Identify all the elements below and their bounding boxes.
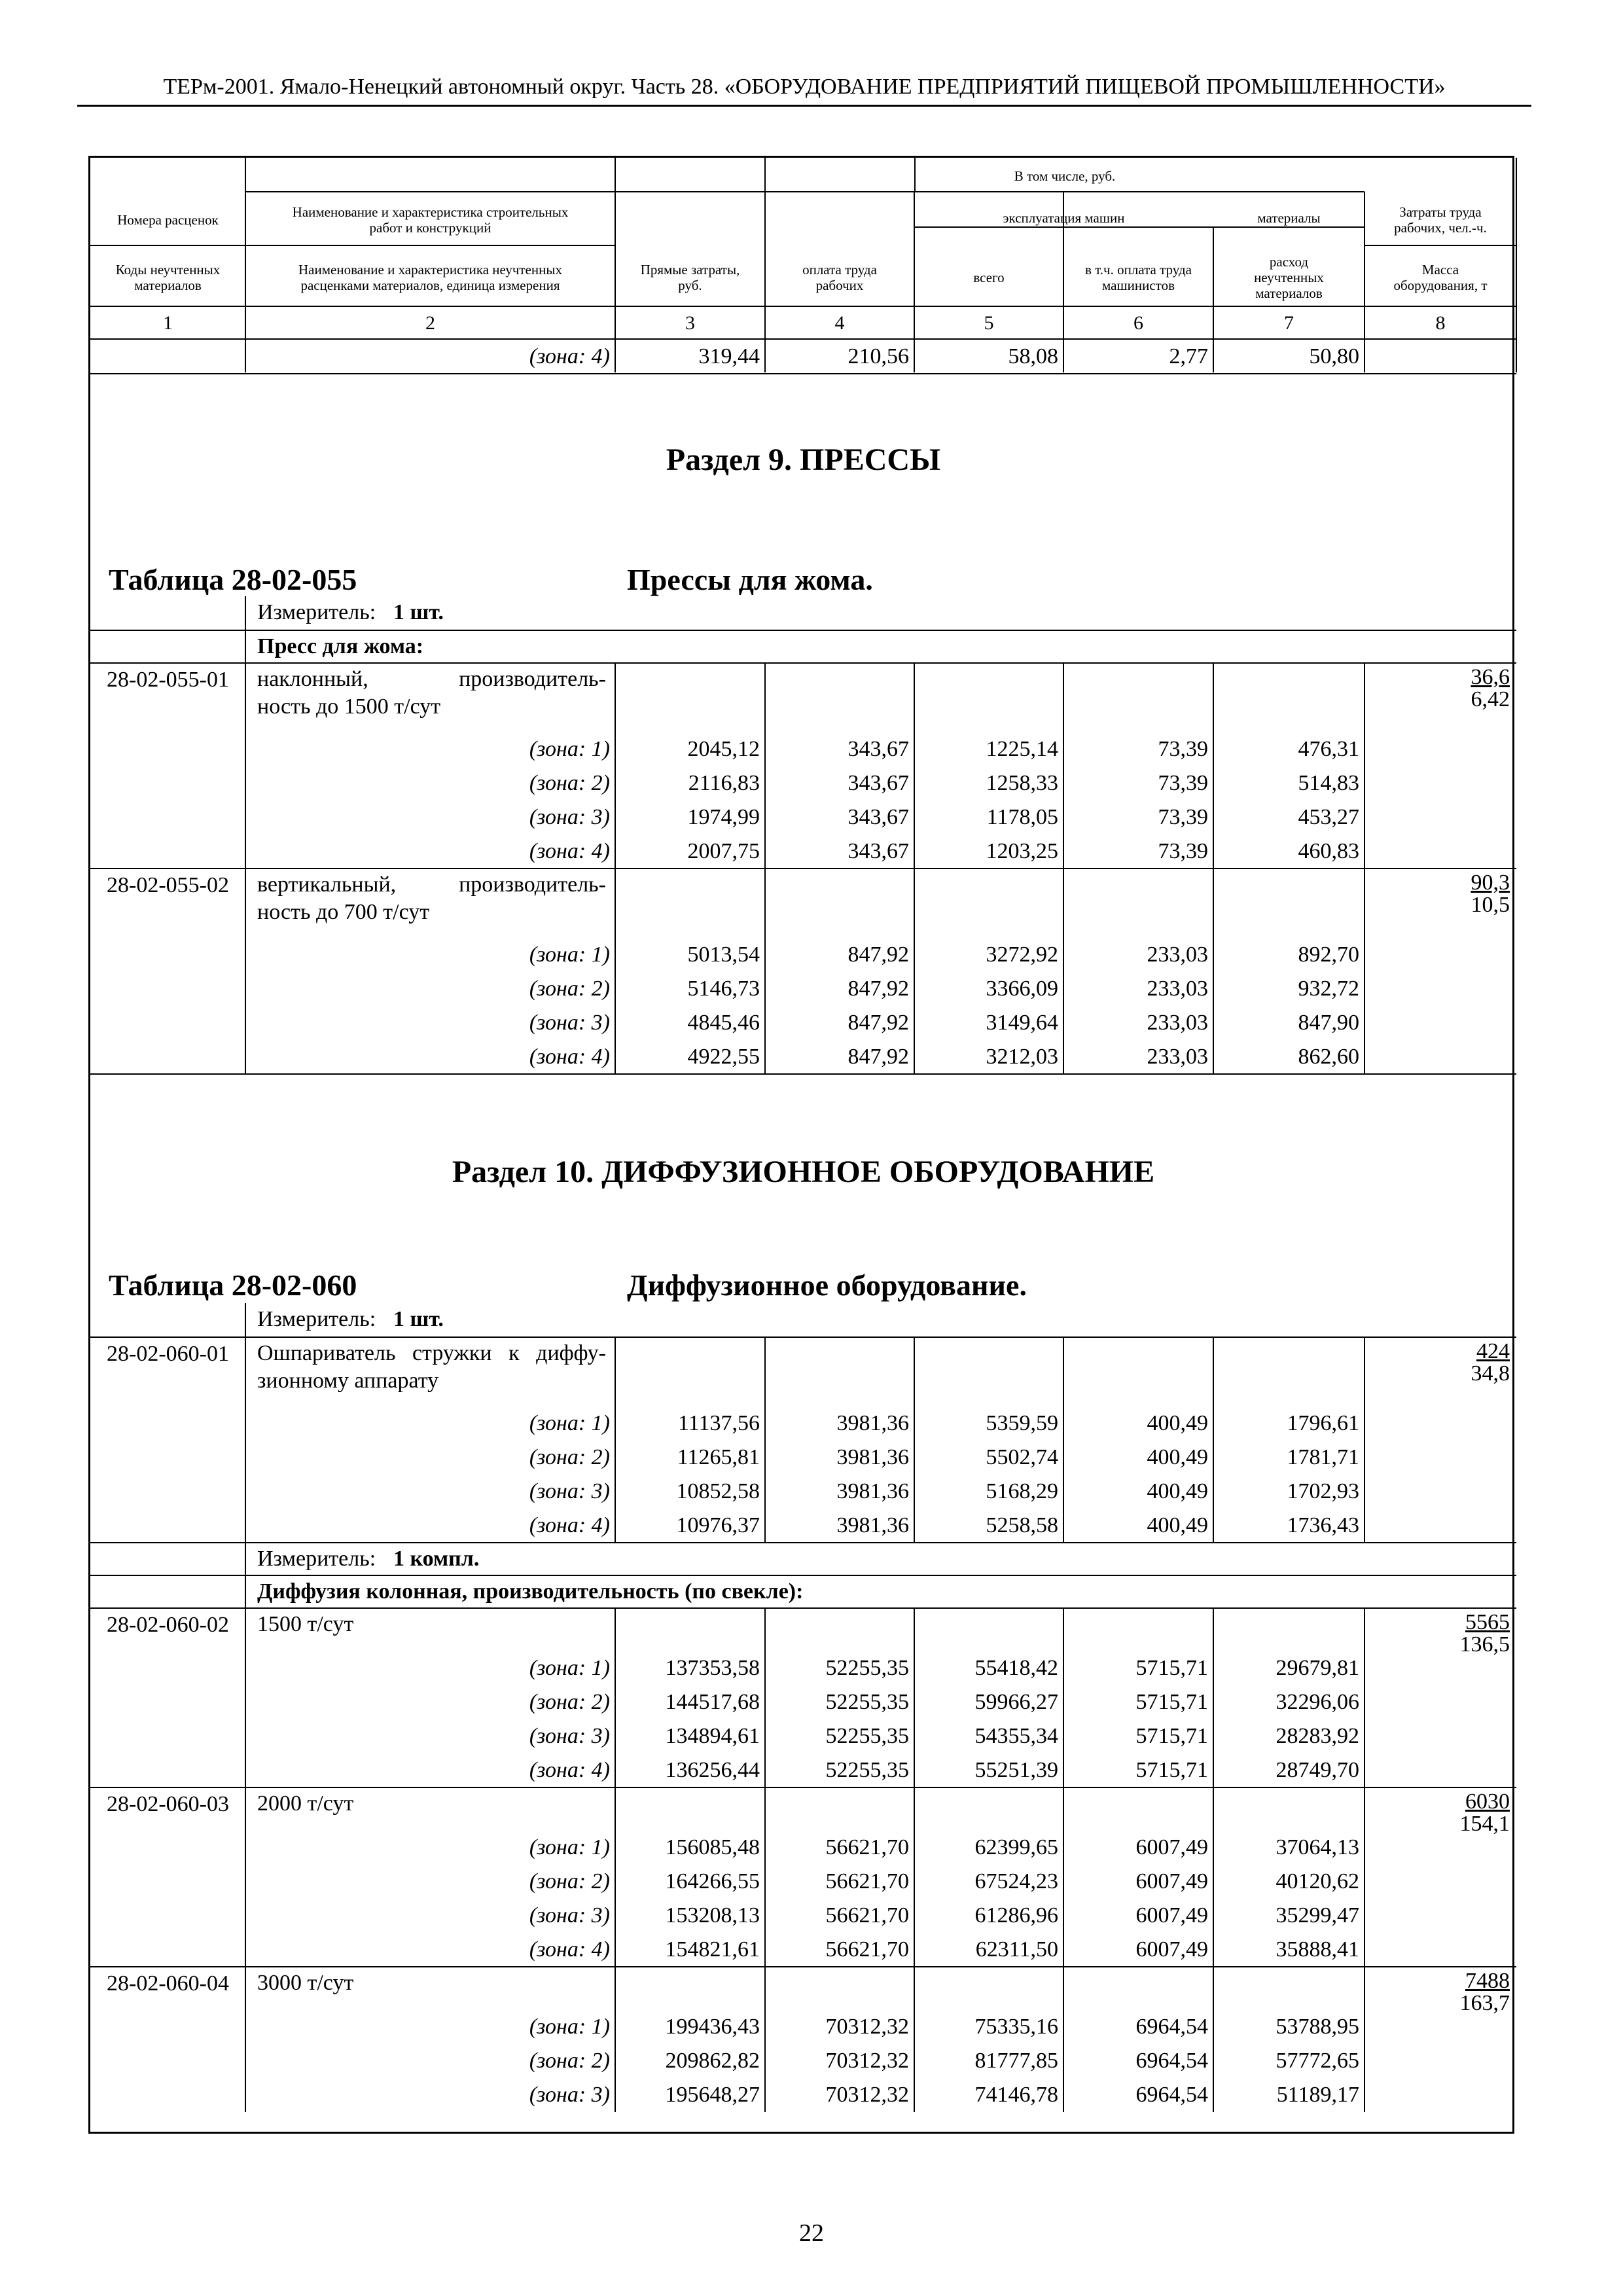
header-labor-costs: рабочих, чел.-ч. bbox=[1394, 220, 1487, 236]
value-cell: 5502,74 bbox=[986, 1445, 1058, 1469]
value-cell: 11265,81 bbox=[677, 1445, 760, 1469]
rule-horizontal bbox=[90, 306, 1516, 307]
rule-vertical bbox=[1364, 1608, 1365, 1787]
value-cell: 73,39 bbox=[1158, 805, 1208, 829]
rule-horizontal bbox=[245, 191, 1364, 192]
zone-label: (зона: 3) bbox=[529, 1724, 610, 1748]
value-cell: 862,60 bbox=[1298, 1045, 1359, 1069]
rates-table bbox=[88, 156, 1514, 2134]
price-code: 28-02-060-04 bbox=[107, 1971, 229, 1996]
header-labor-pay: рабочих bbox=[815, 278, 864, 293]
price-code: 28-02-060-01 bbox=[107, 1342, 229, 1366]
value-cell: 62311,50 bbox=[975, 1937, 1058, 1962]
equipment-mass: 34,8 bbox=[1471, 1361, 1510, 1386]
value-cell: 61286,96 bbox=[974, 1903, 1058, 1928]
value-cell: 4922,55 bbox=[687, 1045, 760, 1069]
rule-vertical bbox=[1364, 869, 1365, 1074]
value-cell: 56621,70 bbox=[825, 1903, 909, 1928]
value-cell: 5715,71 bbox=[1135, 1724, 1208, 1748]
value-cell: 233,03 bbox=[1147, 977, 1208, 1001]
zone-label: (зона: 4) bbox=[529, 1937, 610, 1962]
header-labor-costs: Затраты труда bbox=[1399, 204, 1482, 220]
item-name: 1500 т/сут bbox=[257, 1612, 354, 1636]
value-cell: 144517,68 bbox=[665, 1690, 760, 1714]
value-cell: 74146,78 bbox=[974, 2083, 1058, 2107]
value-cell: 164266,55 bbox=[665, 1869, 760, 1893]
value-cell: 343,67 bbox=[847, 771, 909, 795]
item-name: 3000 т/сут bbox=[257, 1971, 354, 1995]
value-cell: 195648,27 bbox=[665, 2083, 760, 2107]
value-cell: 57772,65 bbox=[1275, 2049, 1359, 2073]
value-cell: 233,03 bbox=[1147, 1045, 1208, 1069]
header-equipment-mass: Масса bbox=[1421, 262, 1459, 278]
unit-of-measure: Измеритель: bbox=[257, 600, 376, 624]
rule-vertical bbox=[1063, 1337, 1064, 1543]
value-cell: 3981,36 bbox=[836, 1513, 909, 1537]
item-name: Ошпариватель стружки к диффу- bbox=[257, 1341, 606, 1365]
value-cell: 2045,12 bbox=[687, 737, 760, 761]
value-cell: 28283,92 bbox=[1275, 1724, 1359, 1748]
value-cell: 52255,35 bbox=[825, 1656, 909, 1680]
equipment-mass: 136,5 bbox=[1459, 1632, 1510, 1657]
header-price-codes: Номера расценок bbox=[117, 212, 219, 228]
rule-vertical bbox=[245, 1787, 246, 1967]
rule-vertical bbox=[245, 663, 246, 869]
zone-label: (зона: 3) bbox=[529, 1011, 610, 1035]
unit-value: 1 шт. bbox=[393, 600, 444, 624]
zone-label: (зона: 1) bbox=[529, 1411, 610, 1435]
value-cell: 136256,44 bbox=[665, 1758, 760, 1782]
equipment-mass: 10,5 bbox=[1471, 893, 1510, 917]
item-name: зионному аппарату bbox=[257, 1369, 439, 1393]
value-cell: 5359,59 bbox=[986, 1411, 1058, 1435]
rule-horizontal bbox=[90, 868, 1516, 869]
rule-horizontal bbox=[90, 373, 1516, 374]
value-cell: 10852,58 bbox=[676, 1479, 760, 1503]
value-cell: 11137,56 bbox=[678, 1411, 760, 1435]
value-cell: 847,90 bbox=[1298, 1011, 1359, 1035]
header-work-names: работ и конструкций bbox=[369, 220, 491, 236]
value-cell: 343,67 bbox=[847, 805, 909, 829]
value-cell: 153208,13 bbox=[665, 1903, 760, 1928]
labor-cost: 5565 bbox=[1465, 1610, 1510, 1634]
value-cell: 134894,61 bbox=[665, 1724, 760, 1748]
rule-horizontal bbox=[90, 1073, 1516, 1075]
labor-cost: 7488 bbox=[1465, 1969, 1510, 1993]
value-cell: 400,49 bbox=[1147, 1479, 1208, 1503]
value-cell: 5715,71 bbox=[1135, 1656, 1208, 1680]
header-unaccounted-materials: неучтенных bbox=[1254, 270, 1324, 285]
rule-vertical bbox=[615, 1608, 616, 1787]
rule-vertical bbox=[245, 1303, 246, 1337]
value-cell: 54355,34 bbox=[974, 1724, 1058, 1748]
zone-label: (зона: 2) bbox=[529, 1690, 610, 1714]
value-cell: 3149,64 bbox=[986, 1011, 1058, 1035]
header-labor-pay: оплата труда bbox=[802, 262, 877, 278]
header-equipment-mass: оборудования, т bbox=[1393, 278, 1488, 293]
value-cell: 32296,06 bbox=[1275, 1690, 1359, 1714]
table-title: Диффузионное оборудование. bbox=[627, 1268, 1027, 1302]
value-cell: 514,83 bbox=[1298, 771, 1359, 795]
rule-vertical bbox=[245, 1337, 246, 1543]
value-cell: 1796,61 bbox=[1287, 1411, 1359, 1435]
value-cell: 56621,70 bbox=[825, 1835, 909, 1859]
column-number: 6 bbox=[1133, 312, 1143, 334]
header-machinist-pay: в т.ч. оплата труда bbox=[1085, 262, 1192, 278]
header-material-names: расценками материалов, единица измерения bbox=[300, 278, 560, 293]
price-code: 28-02-055-02 bbox=[107, 873, 229, 897]
value-cell: 5168,29 bbox=[986, 1479, 1058, 1503]
value-cell: 1781,71 bbox=[1287, 1445, 1359, 1469]
value-cell: 35299,47 bbox=[1275, 1903, 1359, 1928]
value-cell: 58,08 bbox=[1008, 344, 1058, 368]
unit-value: 1 шт. bbox=[393, 1307, 444, 1331]
rule-horizontal bbox=[90, 1966, 1516, 1967]
header-machines-total: всего bbox=[973, 270, 1005, 285]
value-cell: 35888,41 bbox=[1275, 1937, 1359, 1962]
value-cell: 2007,75 bbox=[687, 839, 760, 863]
item-name: ность до 700 т/сут bbox=[257, 900, 430, 924]
value-cell: 1974,99 bbox=[687, 805, 760, 829]
rule-horizontal bbox=[90, 1607, 1516, 1609]
value-cell: 52255,35 bbox=[825, 1724, 909, 1748]
rule-vertical bbox=[1213, 869, 1214, 1074]
value-cell: 5013,54 bbox=[687, 942, 760, 967]
group-title: Пресс для жома: bbox=[257, 634, 424, 658]
rule-horizontal bbox=[90, 1336, 1516, 1338]
zone-label: (зона: 4) bbox=[529, 1045, 610, 1069]
rule-vertical bbox=[615, 663, 616, 869]
rule-vertical bbox=[764, 869, 766, 1074]
column-number: 5 bbox=[984, 312, 994, 334]
equipment-mass: 163,7 bbox=[1459, 1991, 1510, 2015]
price-code: 28-02-060-02 bbox=[107, 1613, 229, 1637]
value-cell: 847,92 bbox=[847, 1011, 909, 1035]
value-cell: 3212,03 bbox=[986, 1045, 1058, 1069]
value-cell: 400,49 bbox=[1147, 1411, 1208, 1435]
page-header: ТЕРм-2001. Ямало-Ненецкий автономный округ. Часть 28. «ОБОРУДОВАНИЕ ПРЕДПРИЯТИЙ ПИЩЕВОЙ ПРОМЫШЛЕННОСТИ» bbox=[77, 71, 1531, 107]
equipment-mass: 6,42 bbox=[1471, 687, 1510, 711]
section-title: Раздел 9. ПРЕССЫ bbox=[666, 442, 941, 477]
value-cell: 28749,70 bbox=[1275, 1758, 1359, 1782]
value-cell: 55251,39 bbox=[974, 1758, 1058, 1782]
header-machinist-pay: машинистов bbox=[1102, 278, 1175, 293]
group-title: Диффузия колонная, производительность (по свекле): bbox=[257, 1579, 804, 1604]
value-cell: 59966,27 bbox=[974, 1690, 1058, 1714]
value-cell: 6007,49 bbox=[1135, 1869, 1208, 1893]
zone-label: (зона: 1) bbox=[529, 1835, 610, 1859]
zone-label: (зона: 3) bbox=[529, 2083, 610, 2107]
rule-vertical bbox=[1364, 1787, 1365, 1967]
column-number: 7 bbox=[1284, 312, 1294, 334]
value-cell: 70312,32 bbox=[825, 2083, 909, 2107]
value-cell: 156085,48 bbox=[665, 1835, 760, 1859]
zone-label: (зона: 3) bbox=[529, 1479, 610, 1503]
item-name: наклонный, производитель- bbox=[257, 667, 606, 691]
value-cell: 453,27 bbox=[1298, 805, 1359, 829]
value-cell: 476,31 bbox=[1298, 737, 1359, 761]
value-cell: 56621,70 bbox=[825, 1869, 909, 1893]
unit-value: 1 компл. bbox=[393, 1547, 480, 1571]
value-cell: 460,83 bbox=[1298, 839, 1359, 863]
column-number: 2 bbox=[425, 312, 435, 334]
value-cell: 29679,81 bbox=[1275, 1656, 1359, 1680]
item-name: ность до 1500 т/сут bbox=[257, 694, 441, 719]
rule-vertical bbox=[764, 1967, 766, 2112]
value-cell: 210,56 bbox=[847, 344, 909, 368]
labor-cost: 424 bbox=[1476, 1339, 1510, 1363]
rule-vertical bbox=[914, 1787, 915, 1967]
value-cell: 400,49 bbox=[1147, 1445, 1208, 1469]
zone-label: (зона: 1) bbox=[529, 942, 610, 967]
rule-vertical bbox=[764, 1787, 766, 1967]
value-cell: 40120,62 bbox=[1275, 1869, 1359, 1893]
value-cell: 70312,32 bbox=[825, 2049, 909, 2073]
value-cell: 154821,61 bbox=[665, 1937, 760, 1962]
header-machines: эксплуатация машин bbox=[1003, 210, 1125, 226]
zone-label: (зона: 2) bbox=[529, 2049, 610, 2073]
zone-label: (зона: 1) bbox=[529, 737, 610, 761]
header-unaccounted-materials: расход bbox=[1269, 254, 1309, 270]
value-cell: 847,92 bbox=[847, 977, 909, 1001]
zone-label: (зона: 1) bbox=[529, 1656, 610, 1680]
rule-vertical bbox=[615, 1787, 616, 1967]
unit-of-measure: Измеритель: bbox=[257, 1547, 376, 1571]
rule-vertical bbox=[1364, 1967, 1365, 2112]
value-cell: 50,80 bbox=[1309, 344, 1359, 368]
rule-vertical bbox=[914, 1337, 915, 1543]
value-cell: 1203,25 bbox=[986, 839, 1058, 863]
value-cell: 1702,93 bbox=[1287, 1479, 1359, 1503]
value-cell: 209862,82 bbox=[665, 2049, 760, 2073]
header-material-codes: материалов bbox=[134, 278, 202, 293]
value-cell: 6964,54 bbox=[1135, 2015, 1208, 2039]
rule-horizontal bbox=[1364, 245, 1516, 246]
equipment-mass: 154,1 bbox=[1459, 1812, 1510, 1836]
value-cell: 233,03 bbox=[1147, 1011, 1208, 1035]
rule-vertical bbox=[1364, 1337, 1365, 1543]
header-work-names: Наименование и характеристика строительных bbox=[292, 204, 569, 220]
rule-vertical bbox=[914, 1608, 915, 1787]
value-cell: 847,92 bbox=[847, 942, 909, 967]
rule-vertical bbox=[1213, 1608, 1214, 1787]
value-cell: 847,92 bbox=[847, 1045, 909, 1069]
header-unaccounted-materials: материалов bbox=[1255, 285, 1323, 301]
column-number: 4 bbox=[834, 312, 845, 334]
value-cell: 37064,13 bbox=[1275, 1835, 1359, 1859]
rule-vertical bbox=[245, 1543, 246, 1608]
rule-vertical bbox=[764, 1608, 766, 1787]
value-cell: 2,77 bbox=[1169, 344, 1208, 368]
value-cell: 3981,36 bbox=[836, 1479, 909, 1503]
value-cell: 51189,17 bbox=[1276, 2083, 1359, 2107]
value-cell: 892,70 bbox=[1298, 942, 1359, 967]
page-number: 22 bbox=[799, 2219, 824, 2247]
value-cell: 1258,33 bbox=[986, 771, 1058, 795]
rule-vertical bbox=[1213, 1967, 1214, 2112]
value-cell: 6007,49 bbox=[1135, 1937, 1208, 1962]
value-cell: 233,03 bbox=[1147, 942, 1208, 967]
rule-vertical bbox=[245, 1608, 246, 1787]
column-number: 8 bbox=[1435, 312, 1446, 334]
labor-cost: 36,6 bbox=[1471, 665, 1510, 689]
zone-label: (зона: 4) bbox=[529, 1513, 610, 1537]
value-cell: 81777,85 bbox=[974, 2049, 1058, 2073]
rule-horizontal bbox=[90, 1787, 1516, 1788]
value-cell: 6964,54 bbox=[1135, 2083, 1208, 2107]
value-cell: 343,67 bbox=[847, 737, 909, 761]
value-cell: 5146,73 bbox=[687, 977, 760, 1001]
value-cell: 75335,16 bbox=[974, 2015, 1058, 2039]
value-cell: 199436,43 bbox=[665, 2015, 760, 2039]
unit-of-measure: Измеритель: bbox=[257, 1307, 376, 1331]
price-code: 28-02-055-01 bbox=[107, 668, 229, 692]
rule-vertical bbox=[764, 1337, 766, 1543]
rule-horizontal bbox=[90, 662, 1516, 664]
value-cell: 62399,65 bbox=[974, 1835, 1058, 1859]
zone-label: (зона: 3) bbox=[529, 805, 610, 829]
rule-vertical bbox=[764, 663, 766, 869]
rule-vertical bbox=[1213, 1787, 1214, 1967]
rule-vertical bbox=[615, 1967, 616, 2112]
value-cell: 6007,49 bbox=[1135, 1835, 1208, 1859]
zone-label: (зона: 4) bbox=[529, 344, 610, 368]
labor-cost: 6030 bbox=[1465, 1789, 1510, 1814]
value-cell: 5715,71 bbox=[1135, 1758, 1208, 1782]
value-cell: 3981,36 bbox=[836, 1411, 909, 1435]
header-direct-costs: Прямые затраты, bbox=[640, 262, 740, 278]
rule-vertical bbox=[615, 1337, 616, 1543]
zone-label: (зона: 2) bbox=[529, 771, 610, 795]
rule-vertical bbox=[1063, 663, 1064, 869]
value-cell: 67524,23 bbox=[974, 1869, 1058, 1893]
rule-vertical bbox=[1213, 663, 1214, 869]
header-direct-costs: руб. bbox=[678, 278, 702, 293]
value-cell: 73,39 bbox=[1158, 839, 1208, 863]
value-cell: 70312,32 bbox=[825, 2015, 909, 2039]
rule-vertical bbox=[1063, 869, 1064, 1074]
zone-label: (зона: 2) bbox=[529, 1445, 610, 1469]
rule-vertical bbox=[245, 596, 246, 663]
value-cell: 73,39 bbox=[1158, 737, 1208, 761]
labor-cost: 90,3 bbox=[1471, 870, 1510, 895]
zone-label: (зона: 3) bbox=[529, 1903, 610, 1928]
value-cell: 3366,09 bbox=[986, 977, 1058, 1001]
rule-vertical bbox=[1063, 1787, 1064, 1967]
rule-vertical bbox=[1364, 663, 1365, 869]
value-cell: 137353,58 bbox=[665, 1656, 760, 1680]
value-cell: 53788,95 bbox=[1275, 2015, 1359, 2039]
zone-label: (зона: 2) bbox=[529, 1869, 610, 1893]
value-cell: 52255,35 bbox=[825, 1690, 909, 1714]
table-number: Таблица 28-02-055 bbox=[109, 563, 357, 596]
header-materials: материалы bbox=[1257, 210, 1321, 226]
rule-vertical bbox=[914, 869, 915, 1074]
zone-label: (зона: 2) bbox=[529, 977, 610, 1001]
header-material-names: Наименование и характеристика неучтенных bbox=[298, 262, 562, 278]
rule-vertical bbox=[914, 1967, 915, 2112]
value-cell: 6007,49 bbox=[1135, 1903, 1208, 1928]
price-code: 28-02-060-03 bbox=[107, 1792, 229, 1816]
value-cell: 73,39 bbox=[1158, 771, 1208, 795]
value-cell: 55418,42 bbox=[974, 1656, 1058, 1680]
value-cell: 52255,35 bbox=[825, 1758, 909, 1782]
rule-vertical bbox=[1213, 1337, 1214, 1543]
value-cell: 343,67 bbox=[847, 839, 909, 863]
rule-vertical bbox=[615, 869, 616, 1074]
table-title: Прессы для жома. bbox=[627, 563, 873, 596]
value-cell: 1178,05 bbox=[986, 805, 1058, 829]
rule-horizontal bbox=[90, 245, 615, 246]
zone-label: (зона: 1) bbox=[529, 2015, 610, 2039]
item-name: вертикальный, производитель- bbox=[257, 872, 606, 897]
rule-vertical bbox=[1063, 1608, 1064, 1787]
value-cell: 3272,92 bbox=[986, 942, 1058, 967]
rule-vertical bbox=[245, 1967, 246, 2112]
item-name: 2000 т/сут bbox=[257, 1791, 354, 1816]
value-cell: 932,72 bbox=[1298, 977, 1359, 1001]
value-cell: 4845,46 bbox=[687, 1011, 760, 1035]
rule-horizontal bbox=[914, 226, 1364, 228]
value-cell: 319,44 bbox=[698, 344, 760, 368]
header-in-total: В том числе, руб. bbox=[1014, 168, 1116, 184]
value-cell: 400,49 bbox=[1147, 1513, 1208, 1537]
table-number: Таблица 28-02-060 bbox=[109, 1268, 357, 1302]
header-material-codes: Коды неучтенных bbox=[115, 262, 221, 278]
rule-vertical bbox=[914, 663, 915, 869]
value-cell: 5258,58 bbox=[986, 1513, 1058, 1537]
column-number: 1 bbox=[163, 312, 173, 334]
value-cell: 1225,14 bbox=[986, 737, 1058, 761]
column-number: 3 bbox=[685, 312, 695, 334]
rule-vertical bbox=[245, 869, 246, 1074]
value-cell: 10976,37 bbox=[676, 1513, 760, 1537]
value-cell: 2116,83 bbox=[688, 771, 760, 795]
value-cell: 1736,43 bbox=[1287, 1513, 1359, 1537]
value-cell: 3981,36 bbox=[836, 1445, 909, 1469]
section-title: Раздел 10. ДИФФУЗИОННОЕ ОБОРУДОВАНИЕ bbox=[452, 1155, 1155, 1189]
zone-label: (зона: 4) bbox=[529, 1758, 610, 1782]
rule-vertical bbox=[1063, 1967, 1064, 2112]
zone-label: (зона: 4) bbox=[529, 839, 610, 863]
value-cell: 56621,70 bbox=[825, 1937, 909, 1962]
value-cell: 6964,54 bbox=[1135, 2049, 1208, 2073]
value-cell: 5715,71 bbox=[1135, 1690, 1208, 1714]
